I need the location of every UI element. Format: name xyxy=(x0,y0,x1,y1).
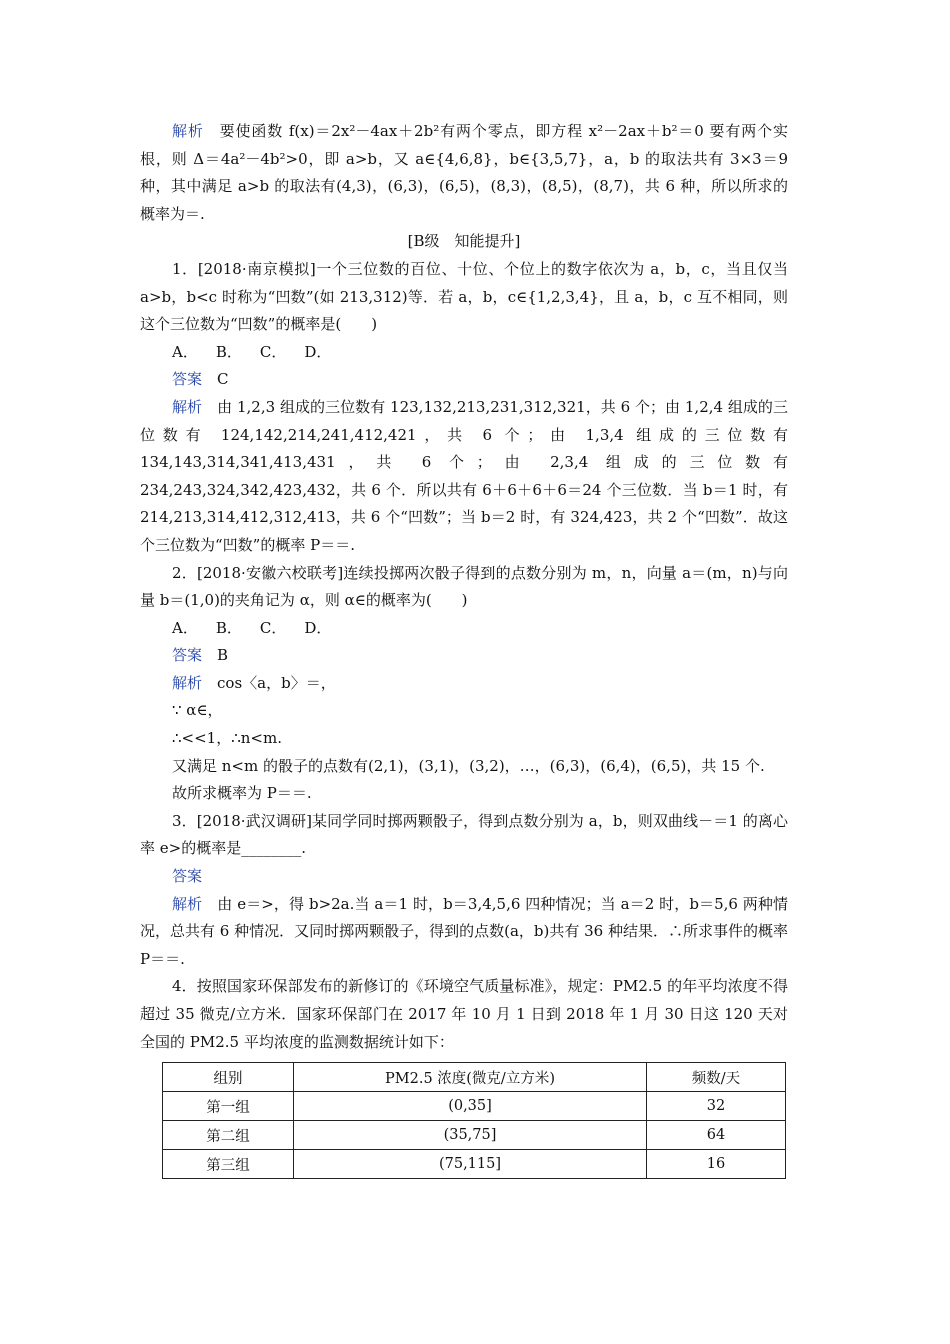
option-d: D． xyxy=(304,342,332,361)
question-2-stem: 2．[2018·安徽六校联考]连续投掷两次骰子得到的点数分别为 m，n，向量 a＝(m，n)与向量 b＝(1,0)的夹角记为 α，则 α∈的概率为( ) xyxy=(140,563,788,610)
pm25-table xyxy=(162,1062,786,1179)
analysis-text: 由 1,2,3 组成的三位数有 123,132,213,231,312,321，共 6 个；由 1,2,4 组成的三位数有 124,142,214,241,412,421，共 6 个；由 1,3,4 组成的三位数有 134,143,314,341,413,431，共 6 个；由 2,3,4 组成的三位数有 234,243,324,342,423,432，共 6 个．所以共有 6＋6＋6＋6＝24 个三位数．当 b＝1 时，有 214,213,314,412,312,413，共 6 个“凹数”；当 b＝2 时，有 324,423，共 2 个“凹数”．故这个三位数为“凹数”的概率 P＝＝. xyxy=(140,397,788,554)
answer-label: 答案 xyxy=(172,867,203,886)
analysis-line: 故所求概率为 P＝＝. xyxy=(172,784,312,803)
answer-value: B xyxy=(217,646,229,665)
option-d: D． xyxy=(304,618,332,637)
table-cell: 第三组 xyxy=(163,1150,294,1179)
option-c: C． xyxy=(259,342,287,361)
option-b: B． xyxy=(215,342,242,361)
table-cell: 32 xyxy=(647,1092,786,1121)
analysis-text: 要使函数 f(x)＝2x²－4ax＋2b²有两个零点，即方程 x²－2ax＋b²＝0 要有两个实根，则 Δ＝4a²－4b²>0，即 a>b，又 a∈{4,6,8}，b∈{3,5,7}，a，b 的取法共有 3×3＝9 种，其中满足 a>b 的取法有(4,3)，(6,3)，(6,5)，(8,3)，(8,5)，(8,7)，共 6 种，所以所求的概率为＝. xyxy=(140,122,788,223)
section-title: [B级 知能提升] xyxy=(407,232,521,251)
table-header-row xyxy=(163,1063,786,1092)
question-1-stem: 1．[2018·南京模拟]一个三位数的百位、十位、个位上的数字依次为 a，b，c，当且仅当 a>b，b<c 时称为“凹数”(如 213,312)等．若 a，b，c∈{1,2,3,4}，且 a，b，c 互不相同，则这个三位数为“凹数”的概率是( ) xyxy=(140,259,788,334)
question-2-options xyxy=(140,615,788,643)
answer-value: C xyxy=(217,370,229,389)
question-1-analysis xyxy=(140,394,788,560)
table-row xyxy=(163,1092,786,1121)
option-a: A． xyxy=(172,618,198,637)
question-3-stem: 3．[2018·武汉调研]某同学同时掷两颗骰子，得到点数分别为 a，b，则双曲线－＝1 的离心率 e>的概率是________. xyxy=(140,811,788,858)
table-cell: 第一组 xyxy=(163,1092,294,1121)
question-1-options xyxy=(140,339,788,367)
table-cell: (75,115] xyxy=(294,1150,647,1179)
analysis-line: cos〈a，b〉＝， xyxy=(217,673,336,692)
answer-label: 答案 xyxy=(172,646,203,665)
option-b: B． xyxy=(215,618,242,637)
table-header: 频数/天 xyxy=(647,1063,786,1092)
analysis-line: ∵ α∈， xyxy=(172,701,223,720)
analysis-label: 解析 xyxy=(172,397,203,416)
analysis-line: ∴<<1，∴n<m. xyxy=(172,729,282,748)
table-header: PM2.5 浓度(微克/立方米) xyxy=(294,1063,647,1092)
table-cell: 64 xyxy=(647,1121,786,1150)
analysis-text: 由 e＝>，得 b>2a.当 a＝1 时，b＝3,4,5,6 四种情况；当 a＝2 时，b＝5,6 两种情况，总共有 6 种情况．又同时掷两颗骰子，得到的点数(a，b)共有 36 种结果．∴所求事件的概率 P＝＝. xyxy=(140,894,788,968)
table-cell: (35,75] xyxy=(294,1121,647,1150)
analysis-label: 解析 xyxy=(172,122,204,140)
table-cell: 第二组 xyxy=(163,1121,294,1150)
table-cell: 16 xyxy=(647,1150,786,1179)
question-4-stem: 4．按照国家环保部发布的新修订的《环境空气质量标准》，规定：PM2.5 的年平均浓度不得超过 35 微克/立方米．国家环保部门在 2017 年 10 月 1 日到 2018 年 1 月 30 日这 120 天对全国的 PM2.5 平均浓度的监测数据统计如下： xyxy=(140,977,788,1051)
analysis-line: 又满足 n<m 的骰子的点数有(2,1)，(3,1)，(3,2)，…，(6,3)，(6,4)，(6,5)，共 15 个. xyxy=(172,756,765,775)
question-2-analysis xyxy=(140,670,788,698)
solution-paragraph xyxy=(140,118,788,228)
option-c: C． xyxy=(259,618,287,637)
table-row xyxy=(163,1150,786,1179)
table-row xyxy=(163,1121,786,1150)
option-a: A． xyxy=(172,342,198,361)
table-cell: (0,35] xyxy=(294,1092,647,1121)
document-page xyxy=(140,118,788,1179)
question-3-answer xyxy=(140,863,788,891)
question-1-answer xyxy=(140,366,788,394)
question-2-answer xyxy=(140,642,788,670)
analysis-label: 解析 xyxy=(172,894,203,913)
answer-label: 答案 xyxy=(172,370,203,389)
analysis-label: 解析 xyxy=(172,673,203,692)
question-3-analysis xyxy=(140,891,788,974)
table-header: 组别 xyxy=(163,1063,294,1092)
